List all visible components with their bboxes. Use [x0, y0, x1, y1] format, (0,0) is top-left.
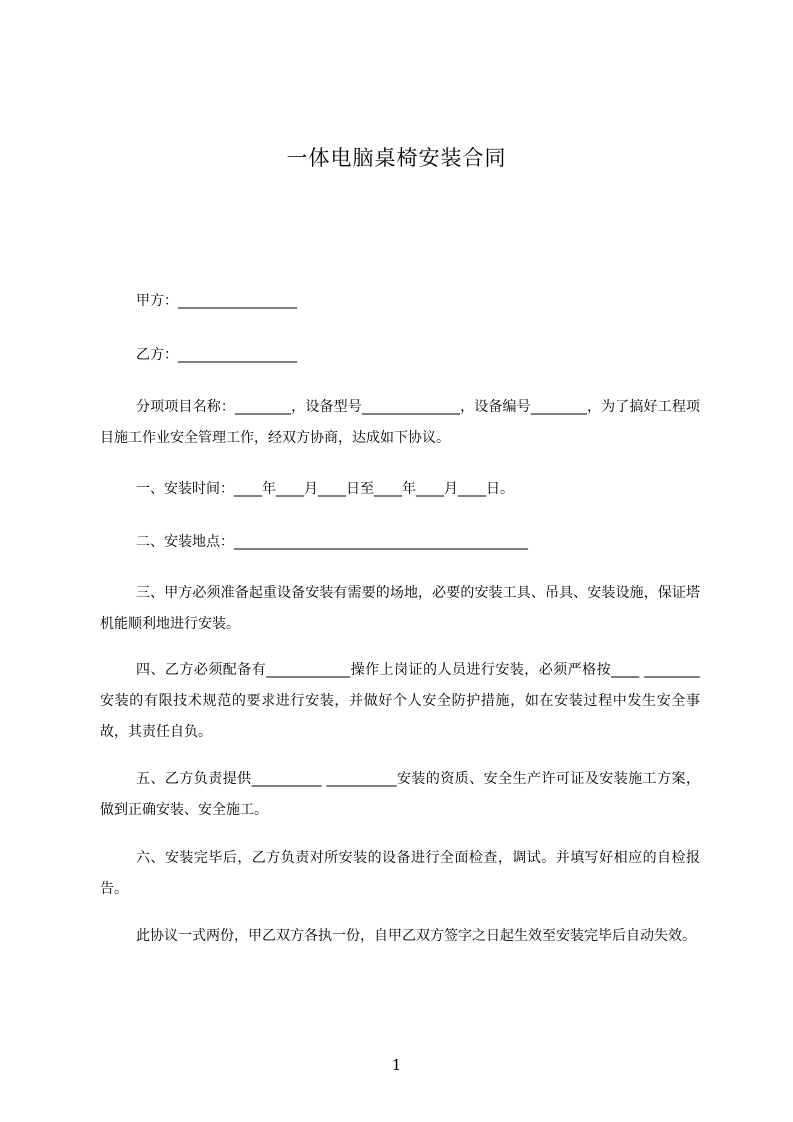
document-title: 一体电脑桌椅安装合同 — [286, 146, 507, 170]
install-location-line: 二、安装地点：__________________________________________ — [136, 534, 528, 550]
project-paragraph: 分项项目名称：________，设备型号______________，设备编号________，为了搞好工程项目施工作业安全管理工作，经双方协商，达成如下协议。 — [100, 399, 700, 446]
page-number: 1 — [391, 1056, 402, 1074]
clause-3-paragraph: 三、甲方必须准备起重设备安装有需要的场地，必要的安装工具、吊具、安装设施，保证塔机能顺利地进行安装。 — [100, 585, 700, 632]
party-a-line: 甲方：_________________ — [136, 293, 297, 309]
closing-paragraph: 此协议一式两份，甲乙双方各执一份，自甲乙双方签字之日起生效至安装完毕后自动失效。 — [136, 928, 696, 944]
party-b-line: 乙方：_________________ — [136, 347, 297, 363]
install-time-line: 一、安装时间：____年____月____日至____年____月____日。 — [136, 481, 514, 497]
clause-5-paragraph: 五、乙方负责提供__________ __________安装的资质、安全生产许可证及安装施工方案，做到正确安装、安全施工。 — [100, 771, 700, 818]
clause-6-paragraph: 六、安装完毕后，乙方负责对所安装的设备进行全面检查，调试。并填写好相应的自检报告。 — [100, 850, 700, 897]
clause-4-paragraph: 四、乙方必须配备有____________操作上岗证的人员进行安装，必须严格按____ ________安装的有限技术规范的要求进行安装，并做好个人安全防护措施，如在安装过程中发生安全事故，其责任自负。 — [100, 662, 700, 740]
